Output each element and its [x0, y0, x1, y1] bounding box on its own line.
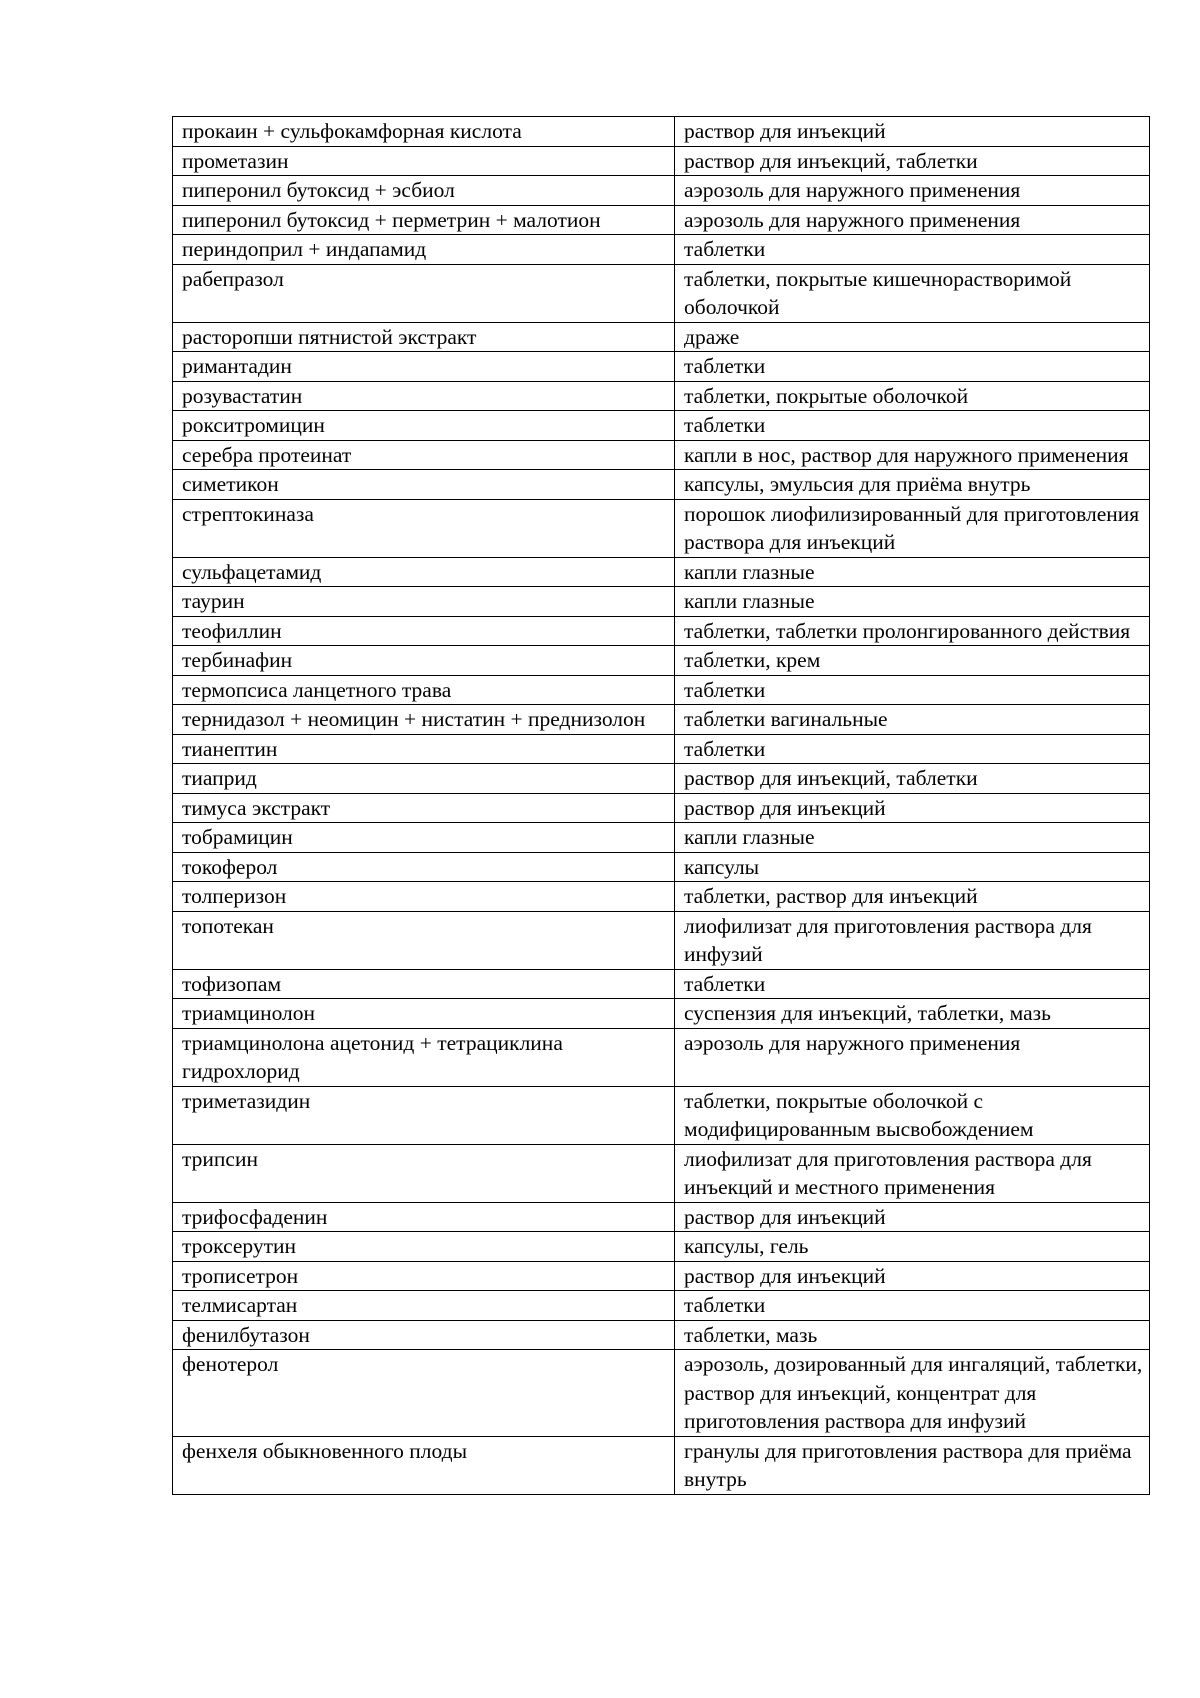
table-row [173, 352, 1150, 382]
dosage-form-cell: аэрозоль для наружного применения [675, 1028, 1150, 1086]
table-row [173, 823, 1150, 853]
dosage-form-cell: таблетки, мазь [675, 1320, 1150, 1350]
table-row [173, 322, 1150, 352]
table-row [173, 587, 1150, 617]
drug-name-cell: пиперонил бутоксид + эсбиол [173, 176, 675, 206]
dosage-form-cell: гранулы для приготовления раствора для приёма внутрь [675, 1436, 1150, 1494]
dosage-form-cell: таблетки [675, 1291, 1150, 1321]
table-row [173, 381, 1150, 411]
drug-name-cell: троксерутин [173, 1232, 675, 1262]
table-row [173, 470, 1150, 500]
table-row [173, 1232, 1150, 1262]
dosage-form-cell: капли в нос, раствор для наружного применения [675, 440, 1150, 470]
table-row [173, 440, 1150, 470]
drug-name-cell: толперизон [173, 882, 675, 912]
table-row [173, 1086, 1150, 1144]
table-row [173, 764, 1150, 794]
drug-name-cell: теофиллин [173, 616, 675, 646]
drug-name-cell: тобрамицин [173, 823, 675, 853]
drug-name-cell: пиперонил бутоксид + перметрин + малотион [173, 205, 675, 235]
dosage-form-cell: таблетки [675, 235, 1150, 265]
drug-name-cell: тиаприд [173, 764, 675, 794]
dosage-form-cell: таблетки, покрытые оболочкой [675, 381, 1150, 411]
table-row [173, 235, 1150, 265]
drug-name-cell: термопсиса ланцетного трава [173, 675, 675, 705]
dosage-form-cell: раствор для инъекций, таблетки [675, 764, 1150, 794]
table-body [173, 117, 1150, 1495]
drug-name-cell: трифосфаденин [173, 1202, 675, 1232]
table-row [173, 793, 1150, 823]
dosage-form-cell: лиофилизат для приготовления раствора для инфузий [675, 911, 1150, 969]
table-row [173, 557, 1150, 587]
dosage-form-cell: таблетки [675, 734, 1150, 764]
table-row [173, 616, 1150, 646]
table-row [173, 911, 1150, 969]
drug-name-cell: сульфацетамид [173, 557, 675, 587]
drug-name-cell: телмисартан [173, 1291, 675, 1321]
table-row [173, 999, 1150, 1029]
drug-name-cell: стрептокиназа [173, 499, 675, 557]
dosage-form-cell: раствор для инъекций [675, 793, 1150, 823]
table-row [173, 1291, 1150, 1321]
dosage-form-cell: аэрозоль для наружного применения [675, 205, 1150, 235]
dosage-form-cell: капсулы, эмульсия для приёма внутрь [675, 470, 1150, 500]
dosage-form-cell: раствор для инъекций, таблетки [675, 146, 1150, 176]
table-row [173, 1320, 1150, 1350]
dosage-form-cell: раствор для инъекций [675, 1261, 1150, 1291]
dosage-form-cell: капли глазные [675, 823, 1150, 853]
drug-name-cell: трописетрон [173, 1261, 675, 1291]
drug-name-cell: тианептин [173, 734, 675, 764]
dosage-form-cell: таблетки, крем [675, 646, 1150, 676]
drug-name-cell: фенхеля обыкновенного плоды [173, 1436, 675, 1494]
table-row [173, 1202, 1150, 1232]
dosage-form-cell: капли глазные [675, 557, 1150, 587]
dosage-form-cell: порошок лиофилизированный для приготовления раствора для инъекций [675, 499, 1150, 557]
table-row [173, 499, 1150, 557]
table-row [173, 1144, 1150, 1202]
table-row [173, 117, 1150, 147]
drug-name-cell: рабепразол [173, 264, 675, 322]
drug-name-cell: тербинафин [173, 646, 675, 676]
dosage-form-cell: суспензия для инъекций, таблетки, мазь [675, 999, 1150, 1029]
dosage-form-cell: аэрозоль для наружного применения [675, 176, 1150, 206]
table-row [173, 1350, 1150, 1437]
drug-name-cell: триметазидин [173, 1086, 675, 1144]
dosage-form-cell: таблетки вагинальные [675, 705, 1150, 735]
table-row [173, 969, 1150, 999]
dosage-form-cell: раствор для инъекций [675, 1202, 1150, 1232]
drug-name-cell: триамцинолон [173, 999, 675, 1029]
dosage-form-cell: таблетки, покрытые оболочкой с модифицированным высвобождением [675, 1086, 1150, 1144]
dosage-form-cell: таблетки, таблетки пролонгированного действия [675, 616, 1150, 646]
dosage-form-cell: драже [675, 322, 1150, 352]
dosage-form-cell: таблетки [675, 675, 1150, 705]
drug-name-cell: периндоприл + индапамид [173, 235, 675, 265]
drug-name-cell: тернидазол + неомицин + нистатин + преднизолон [173, 705, 675, 735]
table-row [173, 205, 1150, 235]
drug-name-cell: токоферол [173, 852, 675, 882]
drug-name-cell: римантадин [173, 352, 675, 382]
dosage-form-cell: капли глазные [675, 587, 1150, 617]
table-row [173, 675, 1150, 705]
drug-name-cell: тофизопам [173, 969, 675, 999]
dosage-form-cell: лиофилизат для приготовления раствора для инъекций и местного применения [675, 1144, 1150, 1202]
drug-name-cell: рокситромицин [173, 411, 675, 441]
drug-name-cell: симетикон [173, 470, 675, 500]
drug-name-cell: топотекан [173, 911, 675, 969]
drug-name-cell: таурин [173, 587, 675, 617]
drug-name-cell: серебра протеинат [173, 440, 675, 470]
dosage-form-cell: аэрозоль, дозированный для ингаляций, таблетки, раствор для инъекций, концентрат для приготовления раствора для инфузий [675, 1350, 1150, 1437]
table-row [173, 176, 1150, 206]
drug-name-cell: тимуса экстракт [173, 793, 675, 823]
dosage-form-cell: таблетки, покрытые кишечнорастворимой оболочкой [675, 264, 1150, 322]
table-row [173, 734, 1150, 764]
table-row [173, 411, 1150, 441]
table-row [173, 1436, 1150, 1494]
table-row [173, 882, 1150, 912]
dosage-form-cell: капсулы [675, 852, 1150, 882]
dosage-form-cell: таблетки [675, 411, 1150, 441]
drug-name-cell: прокаин + сульфокамфорная кислота [173, 117, 675, 147]
drug-name-cell: прометазин [173, 146, 675, 176]
drug-forms-table [172, 116, 1150, 1495]
drug-name-cell: розувастатин [173, 381, 675, 411]
drug-name-cell: расторопши пятнистой экстракт [173, 322, 675, 352]
dosage-form-cell: таблетки, раствор для инъекций [675, 882, 1150, 912]
table-row [173, 705, 1150, 735]
dosage-form-cell: таблетки [675, 969, 1150, 999]
table-row [173, 852, 1150, 882]
dosage-form-cell: раствор для инъекций [675, 117, 1150, 147]
dosage-form-cell: капсулы, гель [675, 1232, 1150, 1262]
drug-name-cell: трипсин [173, 1144, 675, 1202]
drug-name-cell: триамцинолона ацетонид + тетрациклина гидрохлорид [173, 1028, 675, 1086]
dosage-form-cell: таблетки [675, 352, 1150, 382]
table-row [173, 146, 1150, 176]
drug-name-cell: фенотерол [173, 1350, 675, 1437]
table-row [173, 646, 1150, 676]
table-row [173, 264, 1150, 322]
table-row [173, 1261, 1150, 1291]
table-row [173, 1028, 1150, 1086]
drug-name-cell: фенилбутазон [173, 1320, 675, 1350]
